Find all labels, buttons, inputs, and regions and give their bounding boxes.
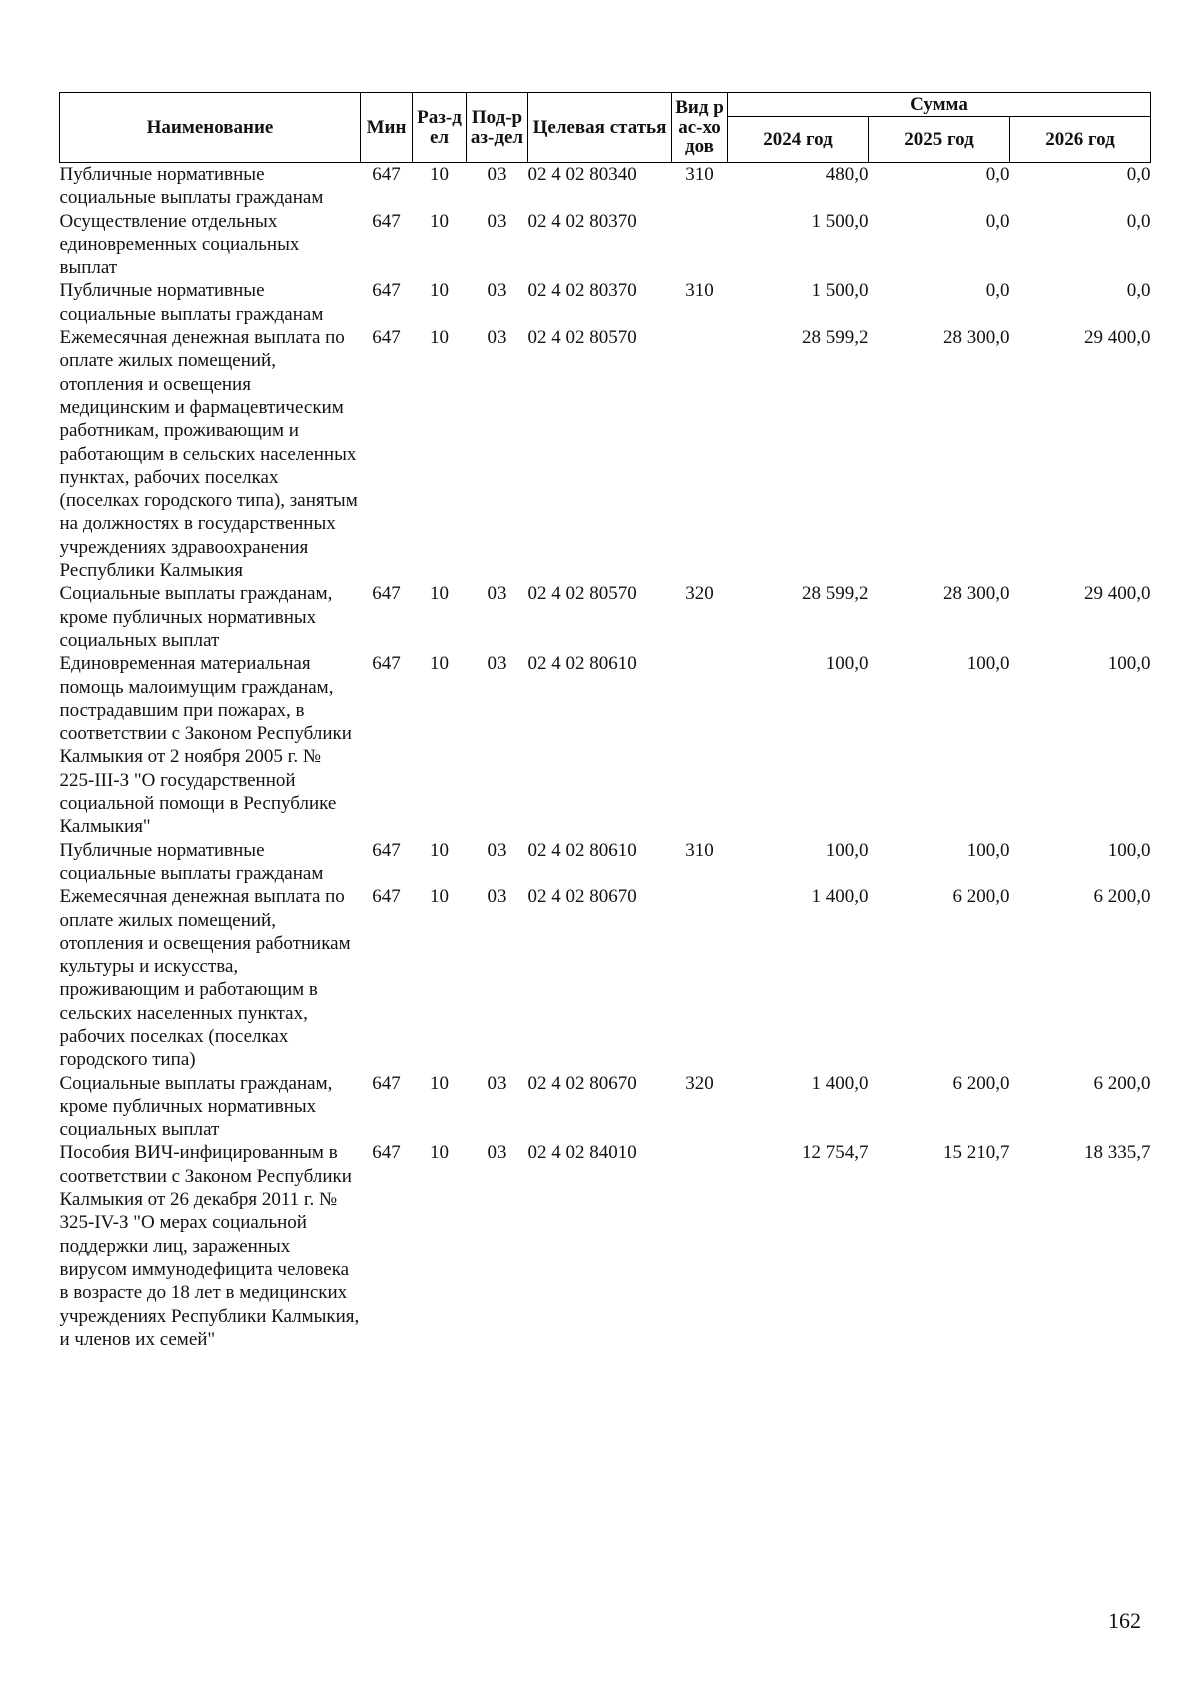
cell-statya: 02 4 02 80610	[527, 653, 637, 675]
cell-min: 647	[372, 210, 401, 232]
header-vid: Вид рас-ходов	[672, 93, 728, 163]
cell-statya: 02 4 02 84010	[527, 1142, 637, 1164]
cell-vid	[672, 652, 728, 838]
cell-2026: 0,0	[1126, 164, 1151, 185]
cell-statya: 02 4 02 80340	[527, 164, 637, 185]
cell-vid: 310	[685, 839, 714, 861]
cell-statya: 02 4 02 80370	[527, 210, 637, 232]
header-summa: Сумма	[728, 93, 1151, 117]
cell-podrazdel: 03	[487, 583, 507, 605]
header-year-2024: 2024 год	[728, 117, 869, 163]
cell-podrazdel: 03	[487, 653, 507, 675]
cell-name: Публичные нормативные социальные выплаты гражданам	[59, 839, 324, 884]
cell-razdel: 10	[430, 653, 449, 675]
cell-min: 647	[372, 839, 401, 861]
cell-razdel: 10	[430, 210, 449, 232]
cell-2025: 100,0	[966, 653, 1010, 675]
cell-2026: 0,0	[1126, 210, 1151, 232]
cell-min: 647	[372, 653, 401, 675]
cell-razdel: 10	[430, 1072, 449, 1094]
cell-2026: 6 200,0	[1093, 1072, 1151, 1094]
header-name: Наименование	[60, 93, 361, 163]
cell-2026: 29 400,0	[1084, 327, 1151, 349]
table-body	[60, 163, 1151, 1352]
cell-2026: 0,0	[1126, 280, 1151, 302]
cell-vid	[672, 326, 728, 582]
cell-vid: 320	[685, 1072, 714, 1094]
cell-2024: 100,0	[825, 653, 869, 675]
cell-podrazdel: 03	[487, 839, 507, 861]
cell-2025: 0,0	[985, 164, 1010, 185]
cell-vid: 310	[685, 280, 714, 302]
table-row	[60, 279, 1151, 326]
cell-statya: 02 4 02 80670	[527, 1072, 637, 1094]
cell-podrazdel: 03	[487, 1142, 507, 1164]
cell-2024: 480,0	[825, 164, 869, 185]
cell-razdel: 10	[430, 164, 449, 185]
cell-name: Пособия ВИЧ-инфицированным в соответствии с Законом Республики Калмыкия от 26 декабря 2011 г. № 325-IV-З "О мерах социальной поддержки лиц, зараженных вирусом иммунодефицита человека в возрасте до 18 лет в медицинских учреждениях Республики Калмыкия, и членов их семей"	[59, 1142, 360, 1350]
cell-vid: 310	[685, 164, 714, 185]
header-razdel: Раз-дел	[413, 93, 467, 163]
cell-podrazdel: 03	[487, 164, 507, 185]
cell-razdel: 10	[430, 280, 449, 302]
cell-name: Единовременная материальная помощь малоимущим гражданам, пострадавшим при пожарах, в соответствии с Законом Республики Калмыкия от 2 ноября 2005 г. № 225-III-З "О государственной социальной помощи в Республике Калмыкия"	[59, 653, 352, 838]
cell-podrazdel: 03	[487, 1072, 507, 1094]
cell-razdel: 10	[430, 327, 449, 349]
cell-2024: 12 754,7	[802, 1142, 869, 1164]
table-row	[60, 210, 1151, 280]
cell-name: Ежемесячная денежная выплата по оплате жилых помещений, отопления и освещения медицинским и фармацевтическим работникам, проживающим и работающим в сельских населенных пунктах, рабочих поселках (поселках городского типа), занятым на должностях в государственных учреждениях здравоохранения Республики Калмыкия	[59, 327, 358, 582]
cell-2026: 100,0	[1107, 653, 1151, 675]
cell-2024: 28 599,2	[802, 583, 869, 605]
cell-razdel: 10	[430, 583, 449, 605]
cell-2025: 28 300,0	[943, 327, 1010, 349]
cell-podrazdel: 03	[487, 886, 507, 908]
cell-2025: 0,0	[985, 280, 1010, 302]
cell-podrazdel: 03	[487, 327, 507, 349]
cell-min: 647	[372, 164, 401, 185]
cell-vid	[672, 1141, 728, 1351]
cell-razdel: 10	[430, 1142, 449, 1164]
cell-2025: 15 210,7	[943, 1142, 1010, 1164]
cell-razdel: 10	[430, 839, 449, 861]
cell-2024: 28 599,2	[802, 327, 869, 349]
table-row	[60, 326, 1151, 582]
table-header	[60, 93, 1151, 163]
cell-2024: 1 500,0	[811, 280, 869, 302]
header-year-2025: 2025 год	[869, 117, 1010, 163]
cell-name: Социальные выплаты гражданам, кроме публичных нормативных социальных выплат	[59, 583, 333, 651]
cell-name: Публичные нормативные социальные выплаты гражданам	[59, 164, 324, 209]
table-row	[60, 582, 1151, 652]
cell-2026: 100,0	[1107, 839, 1151, 861]
cell-statya: 02 4 02 80610	[527, 839, 637, 861]
cell-2024: 1 400,0	[811, 1072, 869, 1094]
cell-min: 647	[372, 280, 401, 302]
cell-name: Социальные выплаты гражданам, кроме публичных нормативных социальных выплат	[59, 1072, 333, 1141]
cell-podrazdel: 03	[487, 280, 507, 302]
header-podrazdel: Под-раз-дел	[467, 93, 528, 163]
cell-statya: 02 4 02 80370	[527, 280, 637, 302]
cell-vid: 320	[685, 583, 714, 605]
cell-2025: 28 300,0	[943, 583, 1010, 605]
cell-statya: 02 4 02 80570	[527, 583, 637, 605]
cell-statya: 02 4 02 80570	[527, 327, 637, 349]
cell-name: Ежемесячная денежная выплата по оплате жилых помещений, отопления и освещения работникам культуры и искусства, проживающим и работающим в сельских населенных пунктах, рабочих поселках (поселках городского типа)	[59, 886, 351, 1071]
cell-name: Осуществление отдельных единовременных социальных выплат	[59, 210, 300, 279]
cell-podrazdel: 03	[487, 210, 507, 232]
cell-2026: 6 200,0	[1093, 886, 1151, 908]
cell-2026: 29 400,0	[1084, 583, 1151, 605]
cell-2024: 1 500,0	[811, 210, 869, 232]
table-row	[60, 652, 1151, 838]
cell-min: 647	[372, 1072, 401, 1094]
cell-min: 647	[372, 886, 401, 908]
cell-2025: 6 200,0	[952, 1072, 1010, 1094]
cell-2025: 6 200,0	[952, 886, 1010, 908]
cell-name: Публичные нормативные социальные выплаты гражданам	[59, 280, 324, 325]
table-row	[60, 885, 1151, 1071]
cell-2025: 0,0	[985, 210, 1010, 232]
header-statya: Целевая статья	[528, 93, 672, 163]
page-number: 162	[1108, 1608, 1141, 1633]
cell-min: 647	[372, 1142, 401, 1164]
budget-table	[59, 92, 1151, 1351]
header-min: Мин	[361, 93, 413, 163]
cell-vid	[672, 885, 728, 1071]
header-year-2026: 2026 год	[1010, 117, 1151, 163]
cell-2024: 100,0	[825, 839, 869, 861]
cell-vid	[672, 210, 728, 280]
cell-razdel: 10	[430, 886, 449, 908]
cell-2026: 18 335,7	[1084, 1142, 1151, 1164]
table-row	[60, 1072, 1151, 1142]
table-row	[60, 163, 1151, 210]
cell-min: 647	[372, 327, 401, 349]
table-row	[60, 1141, 1151, 1351]
cell-statya: 02 4 02 80670	[527, 886, 637, 908]
cell-2025: 100,0	[966, 839, 1010, 861]
cell-2024: 1 400,0	[811, 886, 869, 908]
table-row	[60, 839, 1151, 886]
cell-min: 647	[372, 583, 401, 605]
